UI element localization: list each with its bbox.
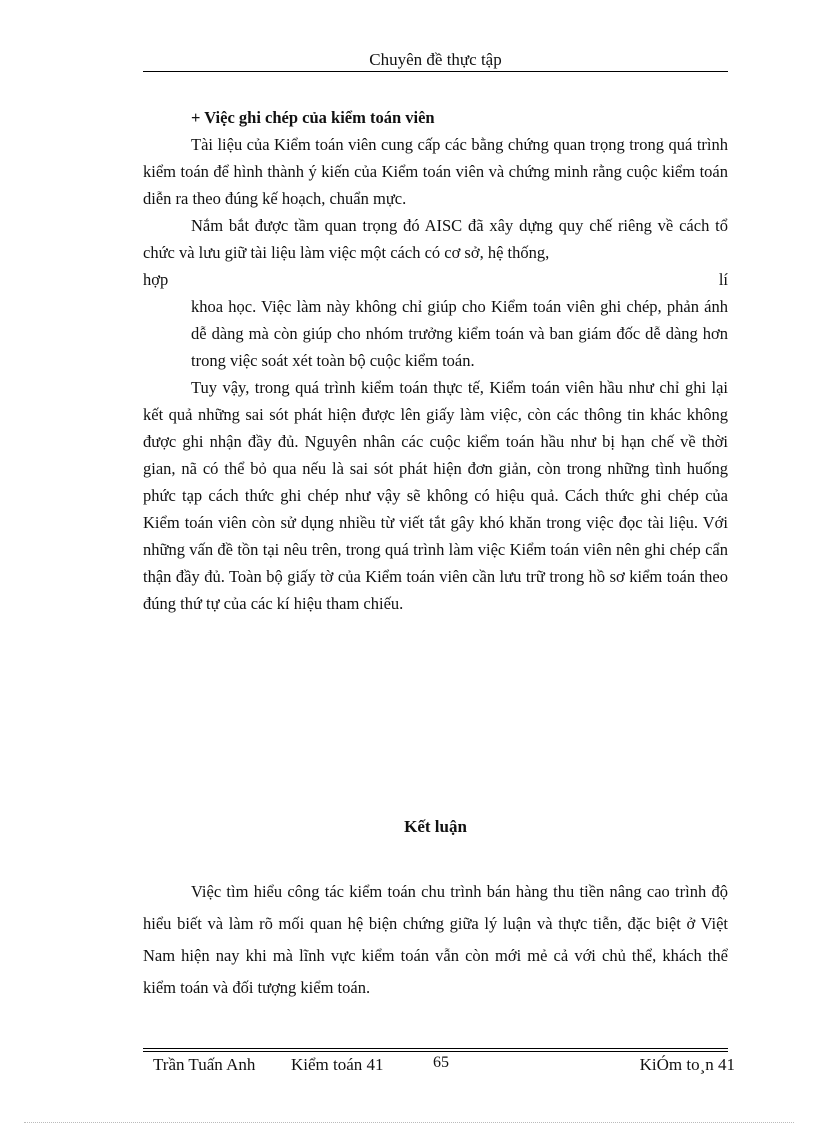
footer-author: Trần Tuấn Anh	[153, 1055, 256, 1074]
paragraph-1: Tài liệu của Kiểm toán viên cung cấp các bằng chứng quan trọng trong quá trình kiểm toán để hình thành ý kiến của Kiểm toán viên và chứng minh rằng cuộc kiểm toán diễn ra theo đúng kế hoạch, chuẩn mực.	[143, 135, 728, 208]
split-word-left: hợp	[143, 270, 169, 289]
paragraph-2: Nắm bắt được tầm quan trọng đó AISC đã xây dựng quy chế riêng về cách tổ chức và lưu giữ tài liệu làm việc một cách có cơ sở, hệ thống,	[143, 216, 728, 262]
paragraph-2-continued: khoa học. Việc làm này không chỉ giúp cho Kiểm toán viên ghi chép, phản ánh dễ dàng mà còn giúp cho nhóm trưởng kiểm toán và ban giám đốc dễ dàng hơn trong việc soát xét toàn bộ cuộc kiểm toán.	[191, 297, 728, 370]
conclusion-text	[143, 876, 728, 1004]
header-rule	[143, 71, 728, 72]
footer-course: Kiểm toán 41	[291, 1055, 384, 1074]
page-number: 65	[433, 1054, 449, 1071]
conclusion-title: Kết luận	[404, 817, 467, 836]
footer-rule-top	[143, 1048, 728, 1049]
section-heading: + Việc ghi chép của kiểm toán viên	[191, 108, 435, 127]
body-text	[143, 104, 728, 617]
split-word-right: lí	[718, 270, 728, 289]
page-header-title: Chuyên đề thực tập	[369, 50, 502, 69]
conclusion-paragraph: Việc tìm hiểu công tác kiểm toán chu trình bán hàng thu tiền nâng cao trình độ hiểu biết và làm rõ mối quan hệ biện chứng giữa lý luận và thực tiễn, đặc biệt ở Việt Nam hiện nay khi mà lĩnh vực kiểm toán vẫn còn mới mẻ cả với chủ thể, khách thể kiểm toán và đối tượng kiểm toán.	[143, 882, 728, 997]
footer-right-label: KiÓm to¸n 41	[639, 1055, 735, 1074]
paragraph-3: Tuy vậy, trong quá trình kiểm toán thực tế, Kiểm toán viên hầu như chỉ ghi lại kết quả những sai sót phát hiện được lên giấy làm việc, còn các thông tin khác không được ghi nhận đầy đủ. Nguyên nhân các cuộc kiểm toán hầu như bị hạn chế về thời gian, nã có thể bỏ qua nếu là sai sót phát hiện đơn giản, còn trong những tình huống phức tạp cách thức ghi chép như vậy sẽ không có hiệu quả. Cách thức ghi chép của Kiểm toán viên còn sử dụng nhiều từ viết tắt gây khó khăn trong việc đọc tài liệu. Với những vấn đề tồn tại nêu trên, trong quá trình làm việc Kiểm toán viên nên ghi chép cẩn thận đầy đủ. Toàn bộ giấy tờ của Kiểm toán viên cần lưu trữ trong hồ sơ kiểm toán theo đúng thứ tự của các kí hiệu tham chiếu.	[143, 378, 728, 613]
paragraph-2-split-line	[143, 266, 728, 293]
